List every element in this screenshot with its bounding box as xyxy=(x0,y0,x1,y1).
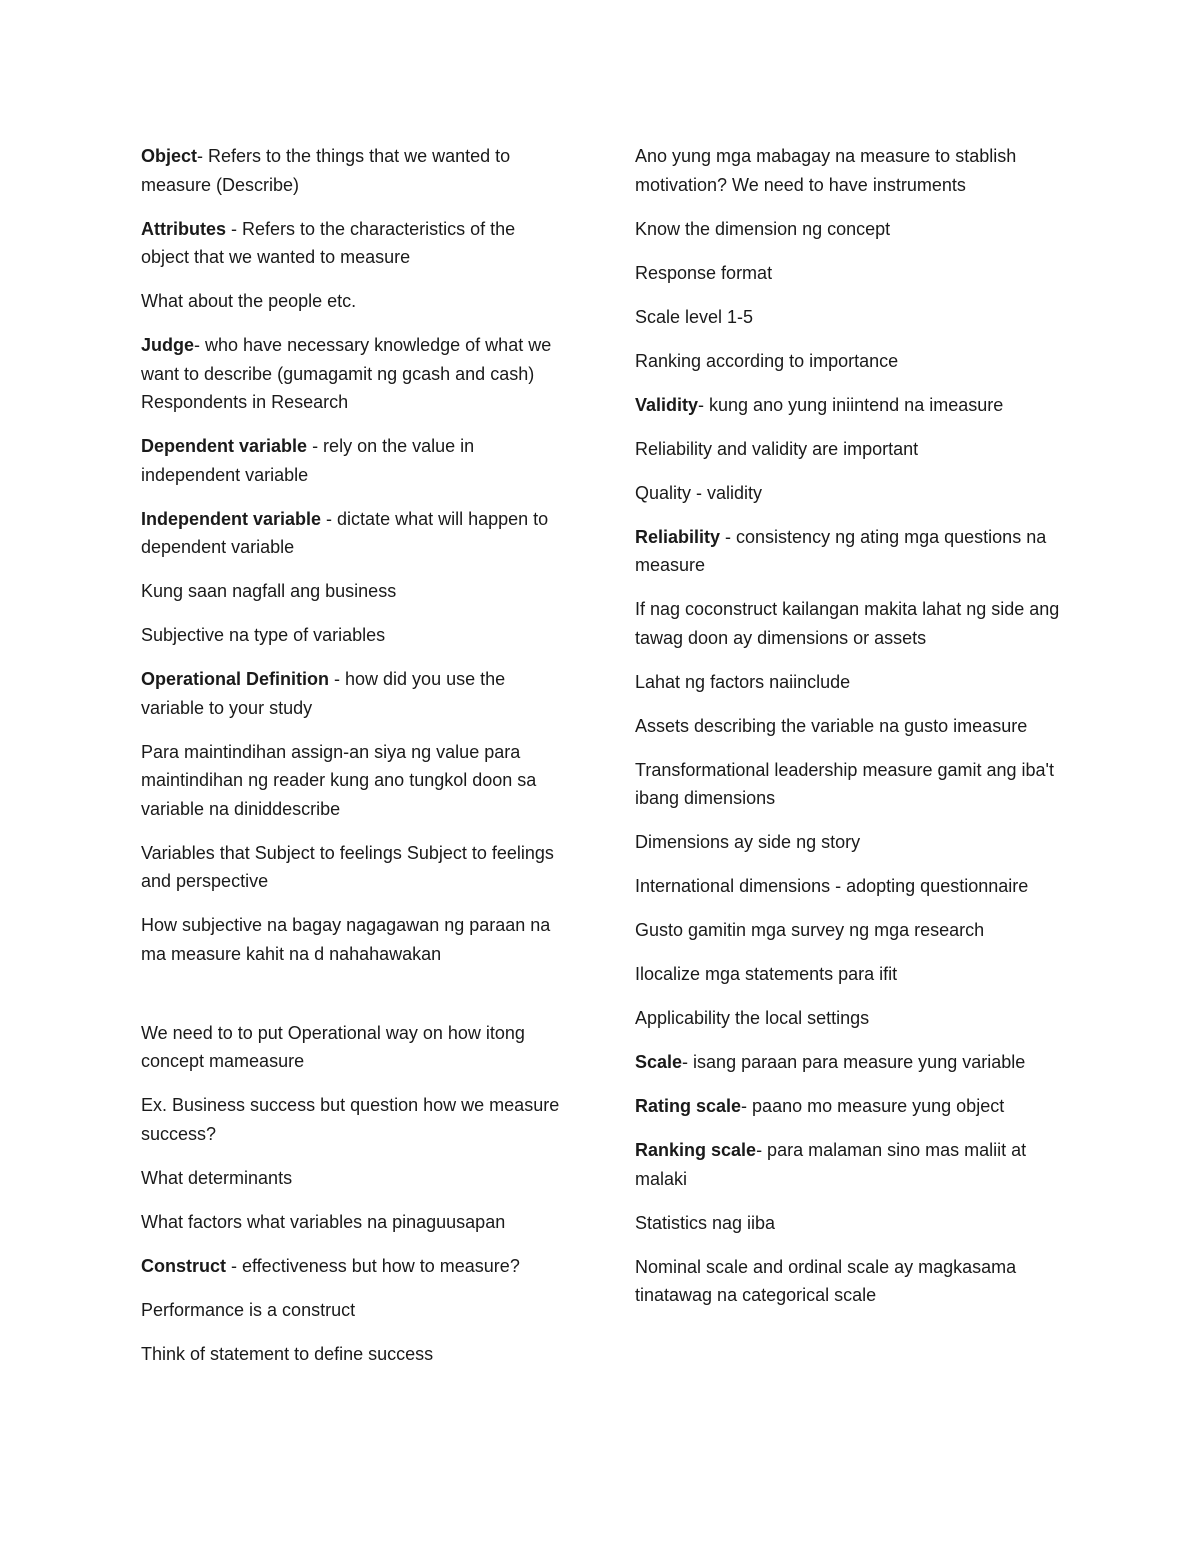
paragraph-text: Know the dimension ng concept xyxy=(635,218,891,239)
note-paragraph xyxy=(141,839,566,896)
paragraph-text: Ilocalize mga statements para ifit xyxy=(635,964,898,984)
note-paragraph xyxy=(141,1019,566,1076)
note-paragraph xyxy=(635,916,1060,945)
paragraph-text: What determinants xyxy=(141,1167,293,1188)
paragraph-text: - isang paraan para measure yung variable xyxy=(682,1052,1026,1072)
note-paragraph xyxy=(635,303,1060,332)
note-paragraph xyxy=(635,215,1060,244)
paragraph-text: - consistency ng ating mga questions na measure xyxy=(635,526,1047,575)
paragraph-text: What factors what variables na pinaguusapan xyxy=(141,1211,506,1232)
definition-term: Dependent variable xyxy=(141,436,308,456)
paragraph-text: Transformational leadership measure gamit ang iba't ibang dimensions xyxy=(635,759,1054,808)
paragraph-text: - who have necessary knowledge of what we want to describe (gumagamit ng gcash and cash) Respondents in Research xyxy=(141,335,552,412)
note-paragraph xyxy=(141,1208,566,1237)
note-paragraph xyxy=(141,1340,566,1369)
note-paragraph xyxy=(141,665,566,722)
left-column xyxy=(141,142,566,1384)
paragraph-text: - how did you use the variable to your study xyxy=(141,669,506,718)
note-paragraph xyxy=(635,479,1060,508)
paragraph-text: - rely on the value in independent variable xyxy=(141,436,475,485)
definition-term: Object xyxy=(141,146,198,166)
paragraph-text: Think of statement to define success xyxy=(141,1343,434,1364)
definition-term: Scale xyxy=(635,1052,683,1072)
paragraph-text: Dimensions ay side ng story xyxy=(635,832,861,852)
paragraph-text: Applicability the local settings xyxy=(635,1008,870,1028)
note-paragraph xyxy=(635,872,1060,901)
paragraph-text: Ano yung mga mabagay na measure to stablish motivation? We need to have instruments xyxy=(635,146,1017,195)
paragraph-text: If nag coconstruct kailangan makita lahat ng side ang tawag doon ay dimensions or assets xyxy=(635,599,1060,648)
blank-line xyxy=(141,984,566,1019)
paragraph-text: Kung saan nagfall ang business xyxy=(141,581,397,601)
paragraph-text: - effectiveness but how to measure? xyxy=(226,1255,520,1276)
paragraph-text: We need to to put Operational way on how itong concept mameasure xyxy=(141,1022,525,1071)
note-paragraph xyxy=(141,621,566,650)
paragraph-text: Subjective na type of variables xyxy=(141,625,386,645)
note-paragraph xyxy=(141,432,566,489)
definition-term: Rating scale xyxy=(635,1096,742,1116)
paragraph-text: - Refers to the things that we wanted to measure (Describe) xyxy=(141,146,511,195)
definition-term: Construct xyxy=(141,1255,226,1276)
definition-term: Judge xyxy=(141,335,195,355)
paragraph-text: Scale level 1-5 xyxy=(635,306,754,327)
paragraph-text: Variables that Subject to feelings Subject to feelings and perspective xyxy=(141,842,554,891)
note-paragraph xyxy=(635,1253,1060,1310)
definition-term: Attributes xyxy=(141,218,226,239)
note-paragraph xyxy=(141,1252,566,1281)
paragraph-text: - dictate what will happen to dependent variable xyxy=(141,508,549,557)
definition-term: Ranking scale xyxy=(635,1140,757,1160)
note-paragraph xyxy=(141,215,566,272)
note-paragraph xyxy=(141,142,566,199)
note-paragraph xyxy=(141,738,566,824)
note-paragraph xyxy=(635,1209,1060,1238)
paragraph-text: Ex. Business success but question how we measure success? xyxy=(141,1095,560,1144)
paragraph-text: Nominal scale and ordinal scale ay magkasama tinatawag na categorical scale xyxy=(635,1256,1017,1305)
note-paragraph xyxy=(141,1164,566,1193)
paragraph-text: What about the people etc. xyxy=(141,291,357,311)
note-paragraph xyxy=(635,828,1060,857)
note-paragraph xyxy=(141,287,566,316)
definition-term: Validity xyxy=(635,394,699,415)
paragraph-text: - Refers to the characteristics of the object that we wanted to measure xyxy=(141,218,516,267)
note-paragraph xyxy=(635,712,1060,741)
note-paragraph xyxy=(141,1091,566,1148)
paragraph-text: Quality - validity xyxy=(635,482,763,503)
paragraph-text: Assets describing the variable na gusto imeasure xyxy=(635,715,1028,736)
paragraph-text: - para malaman sino mas maliit at malaki xyxy=(635,1140,1027,1189)
note-paragraph xyxy=(635,960,1060,989)
note-paragraph xyxy=(635,1092,1060,1121)
right-column xyxy=(635,142,1060,1325)
paragraph-text: - paano mo measure yung object xyxy=(741,1096,1005,1116)
note-paragraph xyxy=(635,1048,1060,1077)
note-paragraph xyxy=(635,259,1060,288)
note-paragraph xyxy=(141,331,566,417)
paragraph-text: Lahat ng factors naiinclude xyxy=(635,671,851,692)
definition-term: Operational Definition xyxy=(141,669,330,689)
note-paragraph xyxy=(141,1296,566,1325)
definition-term: Reliability xyxy=(635,526,721,547)
paragraph-text: Statistics nag iiba xyxy=(635,1212,776,1233)
paragraph-text: Performance is a construct xyxy=(141,1299,356,1320)
note-paragraph xyxy=(635,347,1060,376)
note-paragraph xyxy=(635,1004,1060,1033)
paragraph-text: Response format xyxy=(635,262,773,283)
note-paragraph xyxy=(141,911,566,968)
note-paragraph xyxy=(635,1136,1060,1193)
note-paragraph xyxy=(635,391,1060,420)
note-paragraph xyxy=(141,505,566,562)
note-paragraph xyxy=(635,595,1060,652)
paragraph-text: Ranking according to importance xyxy=(635,350,899,371)
paragraph-text: International dimensions - adopting questionnaire xyxy=(635,876,1029,896)
paragraph-text: Gusto gamitin mga survey ng mga research xyxy=(635,920,985,940)
note-paragraph xyxy=(635,142,1060,199)
paragraph-text: Reliability and validity are important xyxy=(635,438,919,459)
definition-term: Independent variable xyxy=(141,508,322,529)
note-paragraph xyxy=(635,523,1060,580)
note-paragraph xyxy=(635,435,1060,464)
paragraph-text: - kung ano yung iniintend na imeasure xyxy=(698,394,1004,415)
paragraph-text: How subjective na bagay nagagawan ng paraan na ma measure kahit na d nahahawakan xyxy=(141,915,551,964)
note-paragraph xyxy=(635,668,1060,697)
paragraph-text: Para maintindihan assign-an siya ng value para maintindihan ng reader kung ano tungkol doon sa variable na diniddescribe xyxy=(141,741,537,819)
note-paragraph xyxy=(141,577,566,606)
note-paragraph xyxy=(635,756,1060,813)
